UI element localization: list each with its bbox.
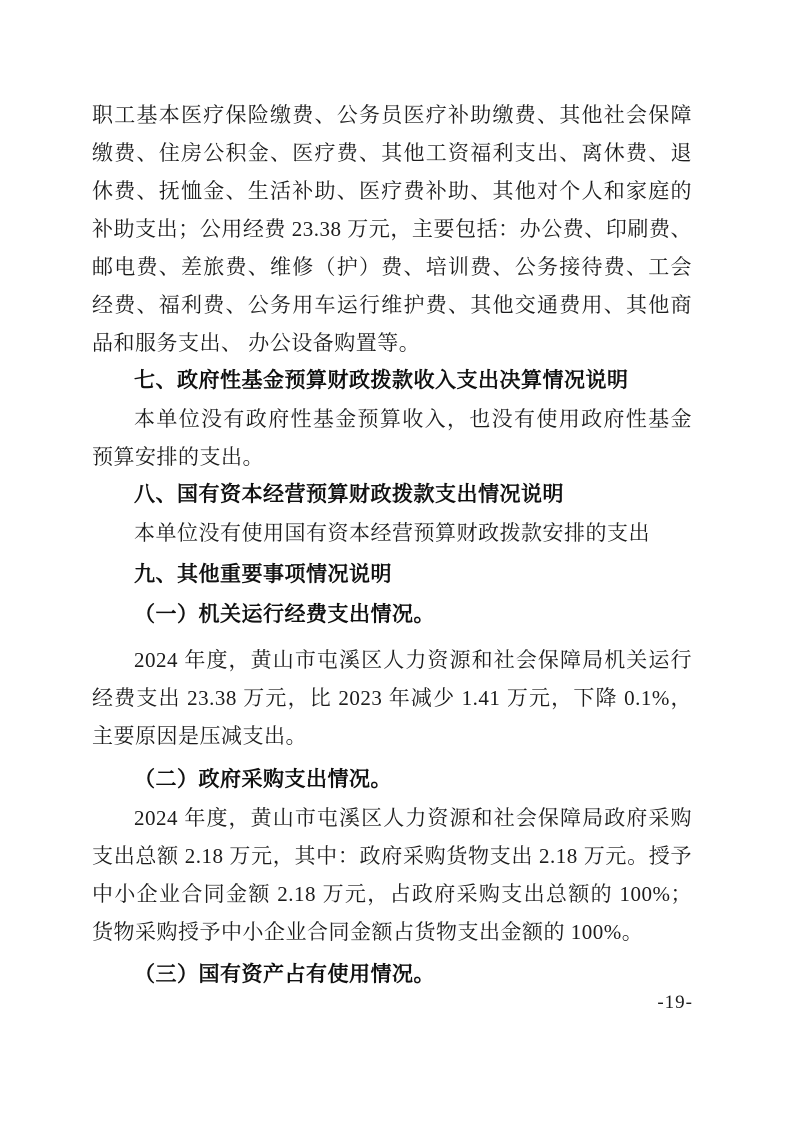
page-number: -19- <box>657 992 693 1013</box>
section-9-sub1-paragraph: 2024 年度，黄山市屯溪区人力资源和社会保障局机关运行经费支出 23.38 万元，比 2023 年减少 1.41 万元，下降 0.1%，主要原因是压减支出。 <box>92 648 692 748</box>
section-9-sub2-heading: （二）政府采购支出情况。 <box>134 768 392 791</box>
section-9-heading: 九、其他重要事项情况说明 <box>134 563 392 586</box>
section-9-sub2-paragraph: 2024 年度，黄山市屯溪区人力资源和社会保障局政府采购支出总额 2.18 万元，其中：政府采购货物支出 2.18 万元。授予中小企业合同金额 2.18 万元，占政府采购支出总额的 100%；货物采购授予中小企业合同金额占货物支出金额的 100%。 <box>92 806 692 944</box>
section-7-heading: 七、政府性基金预算财政拨款收入支出决算情况说明 <box>134 369 629 392</box>
continuation-paragraph: 职工基本医疗保险缴费、公务员医疗补助缴费、其他社会保障缴费、住房公积金、医疗费、其他工资福利支出、离休费、退休费、抚恤金、生活补助、医疗费补助、其他对个人和家庭的补助支出；公用经费 23.38 万元，主要包括：办公费、印刷费、邮电费、差旅费、维修（护）费、培训费、公务接待费、工会经费、福利费、公务用车运行维护费、其他交通费用、其他商品和服务支出、 办公设备购置等。 <box>92 103 692 355</box>
section-9-sub1-heading: （一）机关运行经费支出情况。 <box>134 603 435 626</box>
section-7-paragraph: 本单位没有政府性基金预算收入，也没有使用政府性基金预算安排的支出。 <box>92 407 692 469</box>
section-8-paragraph: 本单位没有使用国有资本经营预算财政拨款安排的支出 <box>134 521 650 545</box>
section-9-sub3-heading: （三）国有资产占有使用情况。 <box>134 963 435 986</box>
document-body <box>92 96 692 994</box>
section-8-heading: 八、国有资本经营预算财政拨款支出情况说明 <box>134 483 564 506</box>
